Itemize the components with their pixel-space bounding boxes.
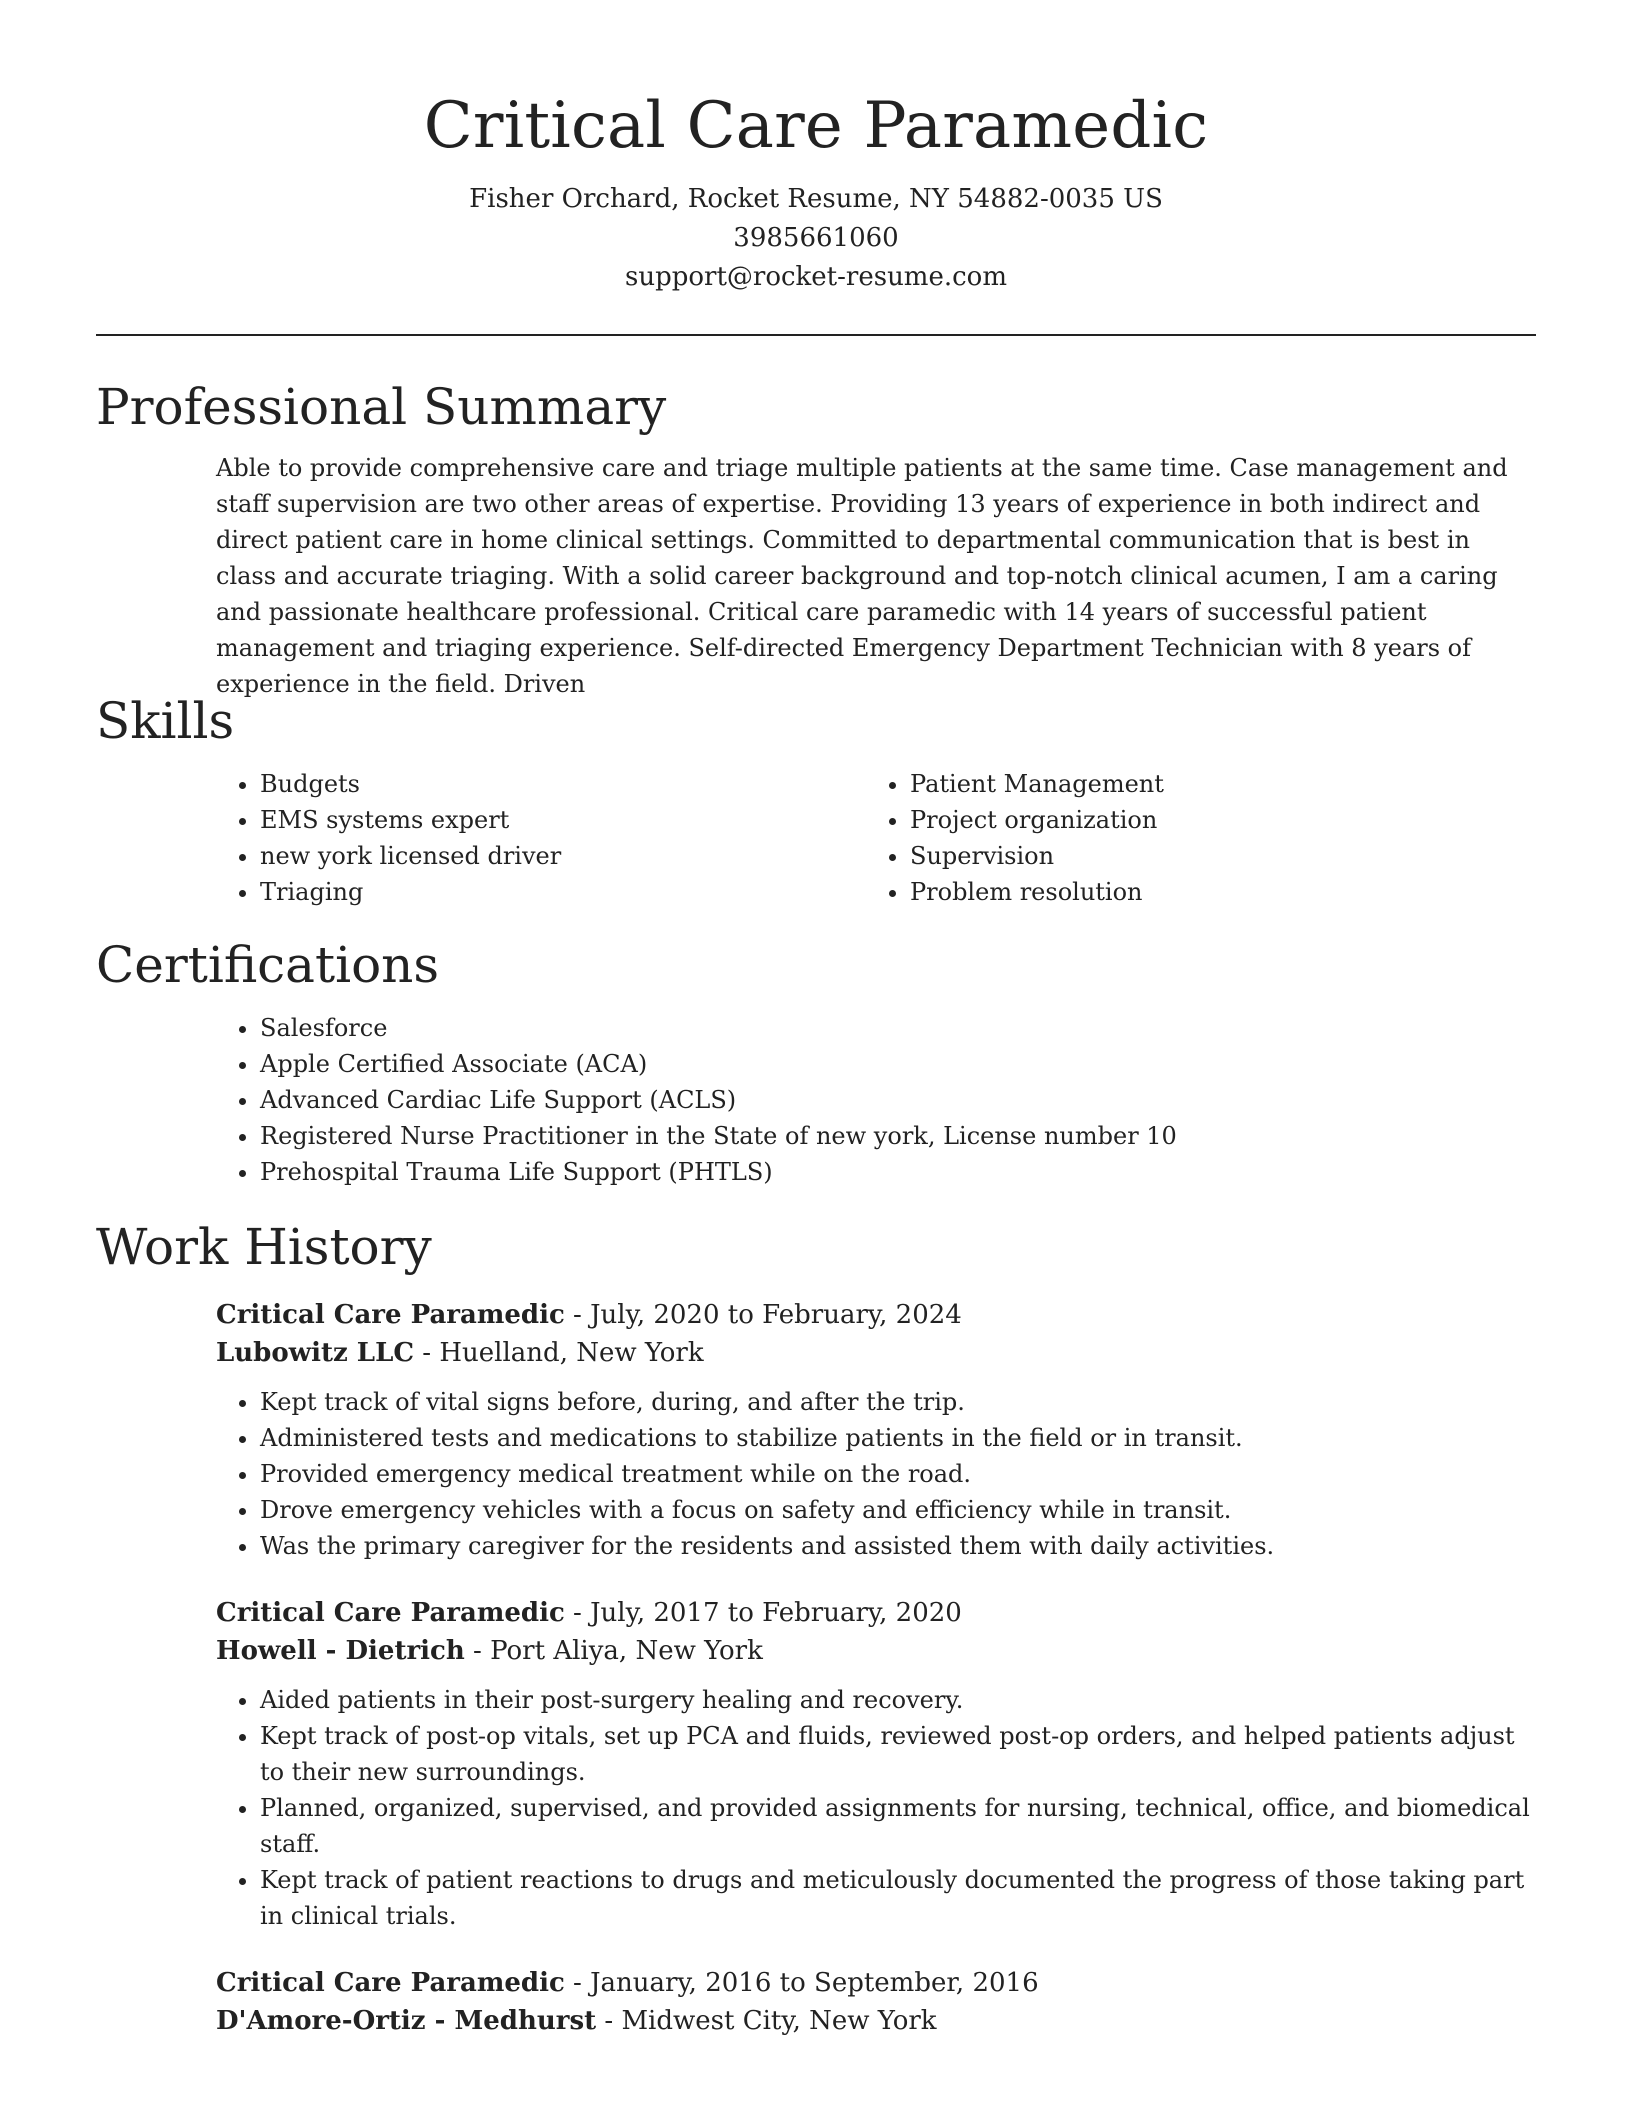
section-title-skills: Skills [96, 692, 235, 750]
job-bullet: • Kept track of vital signs before, during, and after the trip. [260, 1384, 1536, 1420]
job-role: Critical Care Paramedic [216, 1300, 565, 1330]
skill-item: • Triaging [260, 874, 866, 910]
certification-item: • Apple Certified Associate (ACA) [260, 1046, 1536, 1082]
job-bullet: • Provided emergency medical treatment while on the road. [260, 1456, 1536, 1492]
skills-list-left [216, 766, 866, 910]
job-bullet: • Drove emergency vehicles with a focus on safety and efficiency while in transit. [260, 1492, 1536, 1528]
job-location: - Midwest City, New York [596, 2006, 937, 2036]
job-company-line [216, 1334, 1536, 1372]
job-role-line [216, 1594, 1536, 1632]
job-company-line [216, 2002, 1536, 2040]
certification-item: • Registered Nurse Practitioner in the State of new york, License number 10 [260, 1118, 1536, 1154]
job-entry [216, 1296, 1536, 1564]
section-title-certifications: Certifications [96, 936, 440, 994]
job-company: Lubowitz LLC [216, 1338, 415, 1368]
job-dates: - July, 2017 to February, 2020 [564, 1598, 962, 1628]
skills-column-right [866, 766, 1516, 910]
job-bullet: • Kept track of patient reactions to drugs and meticulously documented the progress of those taking part in clinical trials. [260, 1862, 1536, 1934]
job-role: Critical Care Paramedic [216, 1968, 565, 1998]
skill-item: • Problem resolution [910, 874, 1516, 910]
job-location: - Port Aliya, New York [464, 1636, 763, 1666]
job-bullets [216, 1384, 1536, 1564]
certification-item: • Advanced Cardiac Life Support (ACLS) [260, 1082, 1536, 1118]
certifications-list [216, 1010, 1536, 1190]
contact-block [96, 180, 1536, 297]
job-bullet: • Administered tests and medications to stabilize patients in the field or in transit. [260, 1420, 1536, 1456]
job-company: D'Amore-Ortiz - Medhurst [216, 2006, 597, 2036]
contact-email: support@rocket-resume.com [624, 262, 1007, 292]
section-title-summary: Professional Summary [96, 378, 667, 436]
certification-item: • Salesforce [260, 1010, 1536, 1046]
job-dates: - July, 2020 to February, 2024 [564, 1300, 962, 1330]
skills-grid [216, 766, 1536, 910]
contact-phone: 3985661060 [733, 223, 899, 253]
job-bullet: • Was the primary caregiver for the residents and assisted them with daily activities. [260, 1528, 1536, 1564]
candidate-name: Critical Care Paramedic [423, 89, 1209, 163]
skills-list-right [866, 766, 1516, 910]
job-bullets [216, 1682, 1536, 1934]
certifications-block [216, 1010, 1536, 1190]
contact-address: Fisher Orchard, Rocket Resume, NY 54882-0035 US [469, 184, 1163, 214]
skill-item: • Budgets [260, 766, 866, 802]
certification-item: • Prehospital Trauma Life Support (PHTLS) [260, 1154, 1536, 1190]
skill-item: • new york licensed driver [260, 838, 866, 874]
job-dates: - January, 2016 to September, 2016 [564, 1968, 1039, 1998]
job-company: Howell - Dietrich [216, 1636, 465, 1666]
skill-item: • Supervision [910, 838, 1516, 874]
skills-column-left [216, 766, 866, 910]
job-location: - Huelland, New York [414, 1338, 704, 1368]
skill-item: • Project organization [910, 802, 1516, 838]
header-divider [96, 334, 1536, 336]
skill-item: • EMS systems expert [260, 802, 866, 838]
job-bullet: • Aided patients in their post-surgery healing and recovery. [260, 1682, 1536, 1718]
job-bullet: • Kept track of post-op vitals, set up PCA and fluids, reviewed post-op orders, and helped patients adjust to their new surroundings. [260, 1718, 1536, 1790]
resume-page [96, 0, 1536, 2040]
job-role-line [216, 1964, 1536, 2002]
job-role-line [216, 1296, 1536, 1334]
job-bullet: • Planned, organized, supervised, and provided assignments for nursing, technical, office, and biomedical staff. [260, 1790, 1536, 1862]
job-role: Critical Care Paramedic [216, 1598, 565, 1628]
skill-item: • Patient Management [910, 766, 1516, 802]
section-title-work-history: Work History [96, 1218, 432, 1276]
summary-text: Able to provide comprehensive care and triage multiple patients at the same time. Case management and staff supervision are two other areas of expertise. Providing 13 years of experience in both indirect and direct patient care in home clinical settings. Committed to departmental communication that is best in class and accurate triaging. With a solid career background and top-notch clinical acumen, I am a caring and passionate healthcare professional. Critical care paramedic with 14 years of successful patient management and triaging experience. Self-directed Emergency Department Technician with 8 years of experience in the field. Driven [216, 454, 1508, 698]
job-entry [216, 1964, 1536, 2040]
job-entry [216, 1594, 1536, 1934]
job-company-line [216, 1632, 1536, 1670]
